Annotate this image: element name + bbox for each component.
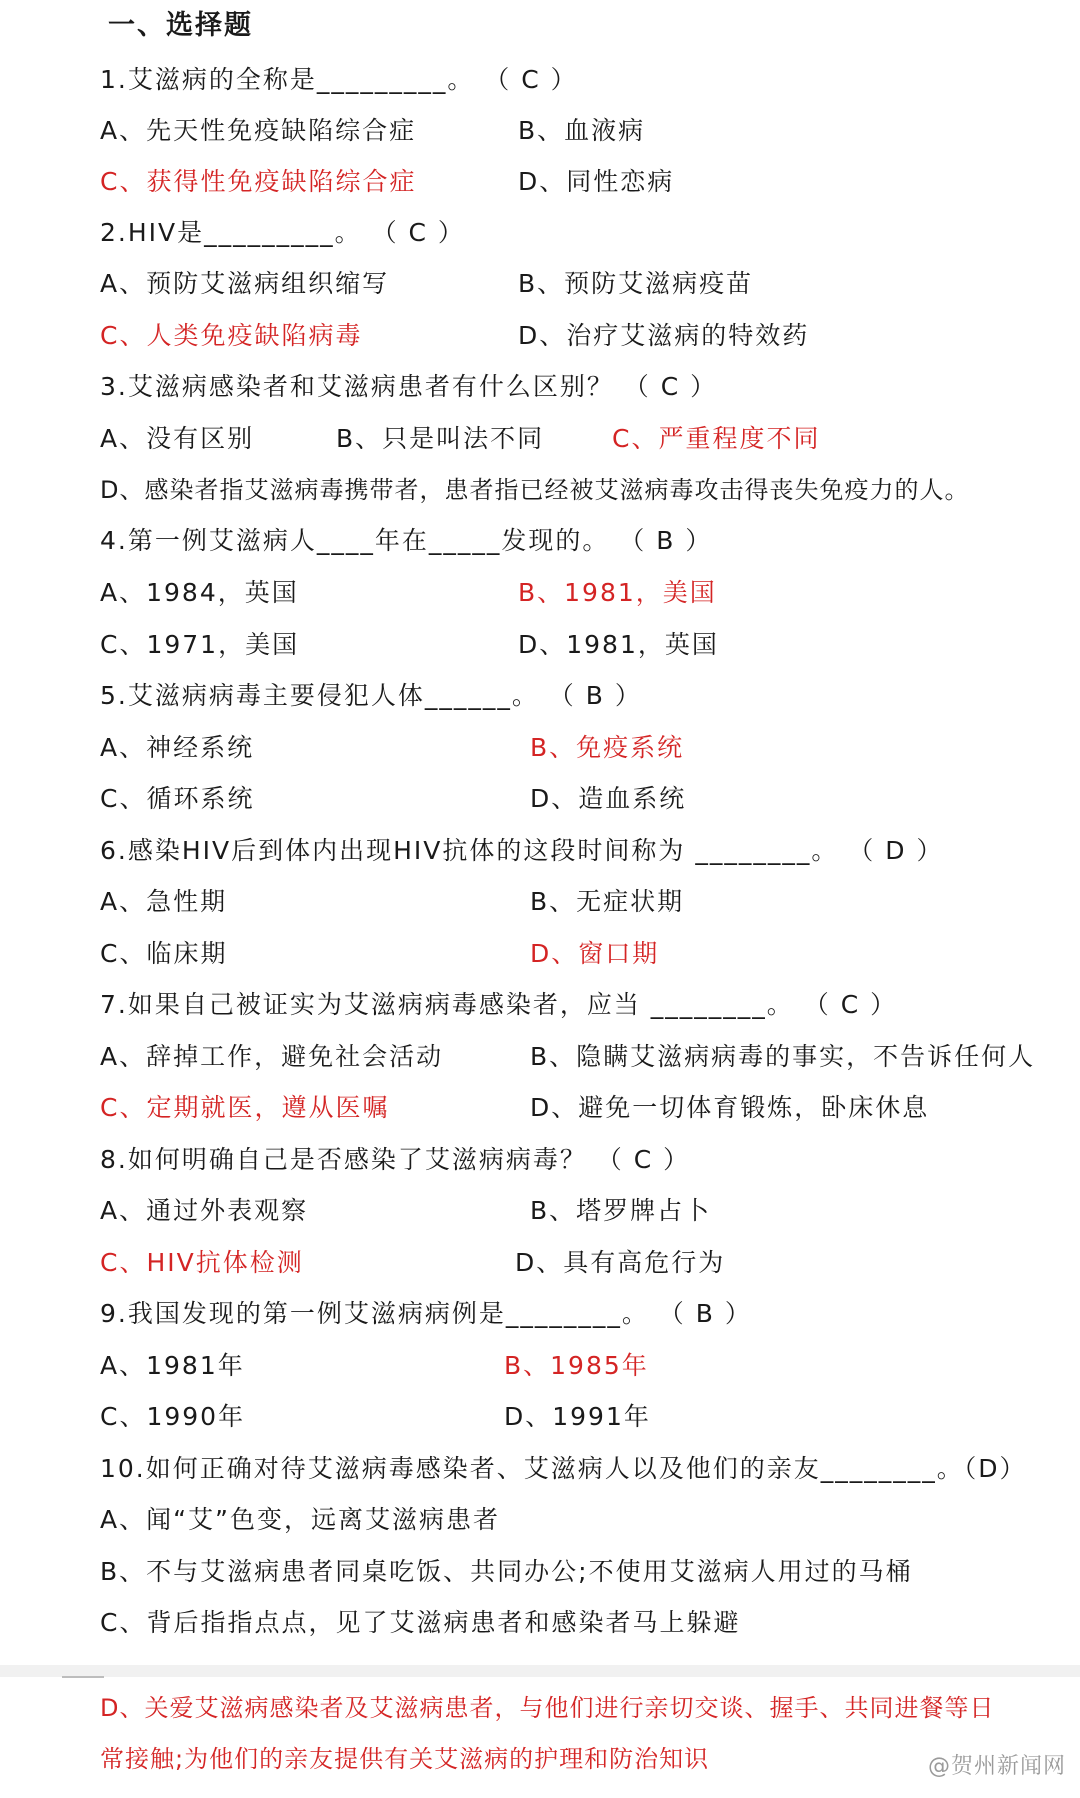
question-2-option-d: D、治疗艾滋病的特效药 xyxy=(518,321,810,350)
question-9-option-c: C、1990年 xyxy=(100,1402,246,1431)
question-5-stem: 5.艾滋病病毒主要侵犯人体______。 （ B ） xyxy=(100,681,642,710)
question-7-option-c-answer: C、定期就医，遵从医嘱 xyxy=(100,1093,390,1122)
divider-mark xyxy=(62,1676,104,1678)
question-4-option-c: C、1971，美国 xyxy=(100,630,300,659)
question-5-option-b-answer: B、免疫系统 xyxy=(530,733,685,762)
question-2-option-c-answer: C、人类免疫缺陷病毒 xyxy=(100,321,363,350)
question-4-stem: 4.第一例艾滋病人____年在_____发现的。 （ B ） xyxy=(100,526,713,555)
question-6-option-c: C、临床期 xyxy=(100,939,228,968)
question-1-option-b: B、血液病 xyxy=(518,116,646,145)
question-1-option-a: A、先天性免疫缺陷综合症 xyxy=(100,116,417,145)
question-8-option-a: A、通过外表观察 xyxy=(100,1196,309,1225)
question-5-option-a: A、神经系统 xyxy=(100,733,255,762)
question-7-option-b: B、隐瞒艾滋病病毒的事实，不告诉任何人 xyxy=(530,1042,1036,1071)
question-2-stem: 2.HIV是_________。 （ C ） xyxy=(100,218,465,247)
question-7-option-d: D、避免一切体育锻炼，卧床休息 xyxy=(530,1093,930,1122)
question-1-option-c-answer: C、获得性免疫缺陷综合症 xyxy=(100,167,417,196)
question-5-option-c: C、循环系统 xyxy=(100,784,255,813)
question-7-option-a: A、辞掉工作，避免社会活动 xyxy=(100,1042,444,1071)
question-10-option-d-answer-line-1: D、关爱艾滋病感染者及艾滋病患者，与他们进行亲切交谈、握手、共同进餐等日 xyxy=(100,1694,995,1722)
question-10-option-b: B、不与艾滋病患者同桌吃饭、共同办公;不使用艾滋病人用过的马桶 xyxy=(100,1557,913,1586)
question-9-stem: 9.我国发现的第一例艾滋病病例是________。 （ B ） xyxy=(100,1299,752,1328)
question-8-option-d: D、具有高危行为 xyxy=(515,1248,726,1277)
question-1-option-d: D、同性恋病 xyxy=(518,167,675,196)
question-3-option-d: D、感染者指艾滋病毒携带者，患者指已经被艾滋病毒攻击得丧失免疫力的人。 xyxy=(100,476,970,504)
question-6-option-b: B、无症状期 xyxy=(530,887,685,916)
question-3-option-c-answer: C、严重程度不同 xyxy=(612,424,821,453)
watermark: @贺州新闻网 xyxy=(927,1754,1066,1779)
question-6-stem: 6.感染HIV后到体内出现HIV抗体的这段时间称为 ________。 （ D ） xyxy=(100,836,944,865)
question-10-stem: 10.如何正确对待艾滋病毒感染者、艾滋病人以及他们的亲友________。（D） xyxy=(100,1454,1027,1483)
question-1-stem: 1.艾滋病的全称是_________。 （ C ） xyxy=(100,65,578,94)
question-6-option-a: A、急性期 xyxy=(100,887,228,916)
question-10-option-c: C、背后指指点点，见了艾滋病患者和感染者马上躲避 xyxy=(100,1608,741,1637)
question-9-option-b-answer: B、1985年 xyxy=(504,1351,649,1380)
question-9-option-a: A、1981年 xyxy=(100,1351,245,1380)
question-3-option-b: B、只是叫法不同 xyxy=(336,424,545,453)
question-8-stem: 8.如何明确自己是否感染了艾滋病病毒？ （ C ） xyxy=(100,1145,691,1174)
question-4-option-b-answer: B、1981，美国 xyxy=(518,578,717,607)
section-title: 一、选择题 xyxy=(108,10,253,41)
question-8-option-c-answer: C、HIV抗体检测 xyxy=(100,1248,304,1277)
question-3-option-a: A、没有区别 xyxy=(100,424,255,453)
question-2-option-a: A、预防艾滋病组织缩写 xyxy=(100,269,390,298)
question-2-option-b: B、预防艾滋病疫苗 xyxy=(518,269,754,298)
question-3-stem: 3.艾滋病感染者和艾滋病患者有什么区别？ （ C ） xyxy=(100,372,718,401)
question-7-stem: 7.如果自己被证实为艾滋病病毒感染者，应当 ________。 （ C ） xyxy=(100,990,898,1019)
question-10-option-d-answer-line-2: 常接触;为他们的亲友提供有关艾滋病的护理和防治知识 xyxy=(100,1745,710,1773)
question-4-option-a: A、1984，英国 xyxy=(100,578,299,607)
question-9-option-d: D、1991年 xyxy=(504,1402,651,1431)
page-divider xyxy=(0,1665,1080,1677)
question-6-option-d-answer: D、窗口期 xyxy=(530,939,660,968)
question-8-option-b: B、塔罗牌占卜 xyxy=(530,1196,712,1225)
question-5-option-d: D、造血系统 xyxy=(530,784,687,813)
question-10-option-a: A、闻“艾”色变，远离艾滋病患者 xyxy=(100,1505,501,1534)
question-4-option-d: D、1981，英国 xyxy=(518,630,719,659)
